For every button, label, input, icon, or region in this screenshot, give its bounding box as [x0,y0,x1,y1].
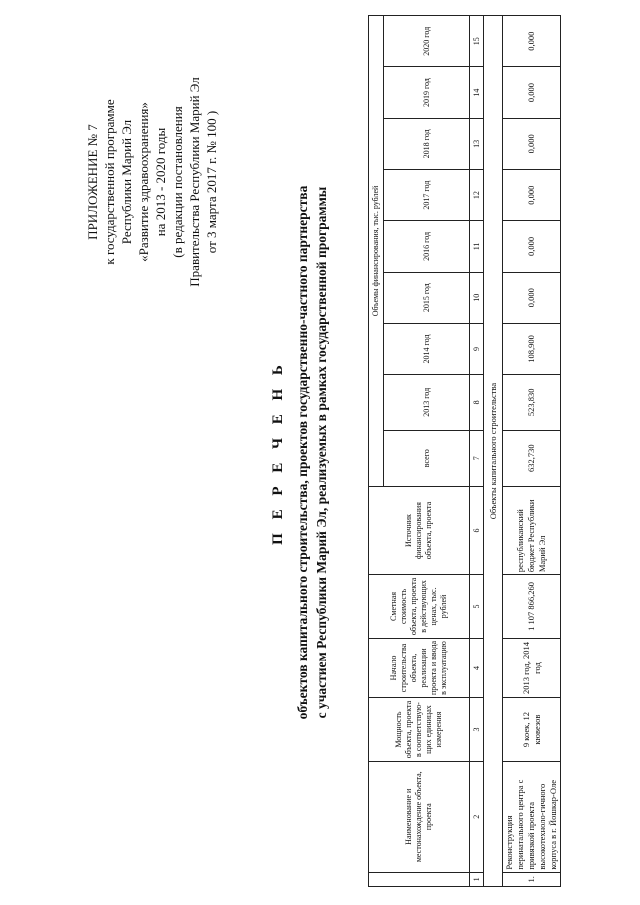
appendix-line: «Развитие здравоохранения» [136,102,151,262]
row-value: 0,000 [503,272,561,323]
row-num: 1. [503,872,561,886]
row-value: 0,000 [503,16,561,67]
header-start: Начало строительства объекта, реализации проекта и ввода в эксплуатацию [369,638,470,698]
header-year: 2013 год [384,375,470,430]
row-name: Реконструкция перинатального центра с привязкой проекта высокотехноло-гичного корпуса в г. Йошкар-Оле [503,761,561,872]
row-value: 0,000 [503,118,561,169]
header-num [369,872,470,886]
document-subtitle-line-2: с участием Республики Марий Эл, реализуемых в рамках государственной программы [314,186,329,719]
column-number: 13 [470,118,484,169]
header-year: 2015 год [384,272,470,323]
header-year: 2019 год [384,67,470,118]
header-source: Источник финансирования объекта, проекта [369,486,470,574]
column-number: 6 [470,486,484,574]
column-number: 8 [470,375,484,430]
row-total: 632,730 [503,430,561,486]
document-title: П Е Р Е Ч Е Н Ь [270,360,286,545]
column-number: 9 [470,323,484,374]
appendix-line: (в редакции постановления [170,106,185,258]
column-number: 11 [470,221,484,272]
row-capacity: 9 коек, 12 кювезов [503,698,561,762]
header-year: 2016 год [384,221,470,272]
document-subtitle-line-1: объектов капитального строительства, проектов государственно-частного партнерства [295,185,310,720]
column-number-row [470,16,484,887]
appendix-line: к государственной программе [102,99,117,265]
row-value: 108,900 [503,323,561,374]
header-year: 2020 год [384,16,470,67]
row-source: республиканский бюджет Республики Марий Эл [503,486,561,574]
appendix-line: ПРИЛОЖЕНИЕ № 7 [85,124,100,240]
column-number: 5 [470,575,484,639]
column-number: 12 [470,170,484,221]
header-cost: Сметная стоимость объекта, проекта в действующих ценах, тыс. рублей [369,575,470,639]
row-start: 2013 год, 2014 год [503,638,561,698]
row-value: 0,000 [503,67,561,118]
header-capacity: Мощность объекта, проекта в соответствую-щих единицах измерения [369,698,470,762]
column-number: 14 [470,67,484,118]
header-total: всего [384,430,470,486]
appendix-line: на 2013 - 2020 годы [153,127,168,237]
appendix-block [84,47,220,317]
appendix-line: Правительства Республики Марий Эл [187,77,202,287]
appendix-line: от 3 марта 2017 г. № 100 ) [204,110,219,254]
column-number: 7 [470,430,484,486]
column-number: 15 [470,16,484,67]
table-row [503,16,561,887]
row-cost: 1 107 866,260 [503,575,561,639]
row-value: 523,830 [503,375,561,430]
column-number: 4 [470,638,484,698]
column-number: 10 [470,272,484,323]
row-value: 0,000 [503,221,561,272]
header-funding-group: Объемы финансирования, тыс. рублей [369,16,384,487]
header-year: 2017 год [384,170,470,221]
column-number: 1 [470,872,484,886]
column-number: 3 [470,698,484,762]
header-year: 2014 год [384,323,470,374]
section-title: Объекты капитального строительства [484,16,503,887]
document-heading [270,0,331,905]
column-number: 2 [470,761,484,872]
row-value: 0,000 [503,170,561,221]
header-name: Наименование и местонахождение объекта, проекта [369,761,470,872]
objects-table [368,15,561,887]
header-year: 2018 год [384,118,470,169]
appendix-line: Республики Марий Эл [119,119,134,245]
